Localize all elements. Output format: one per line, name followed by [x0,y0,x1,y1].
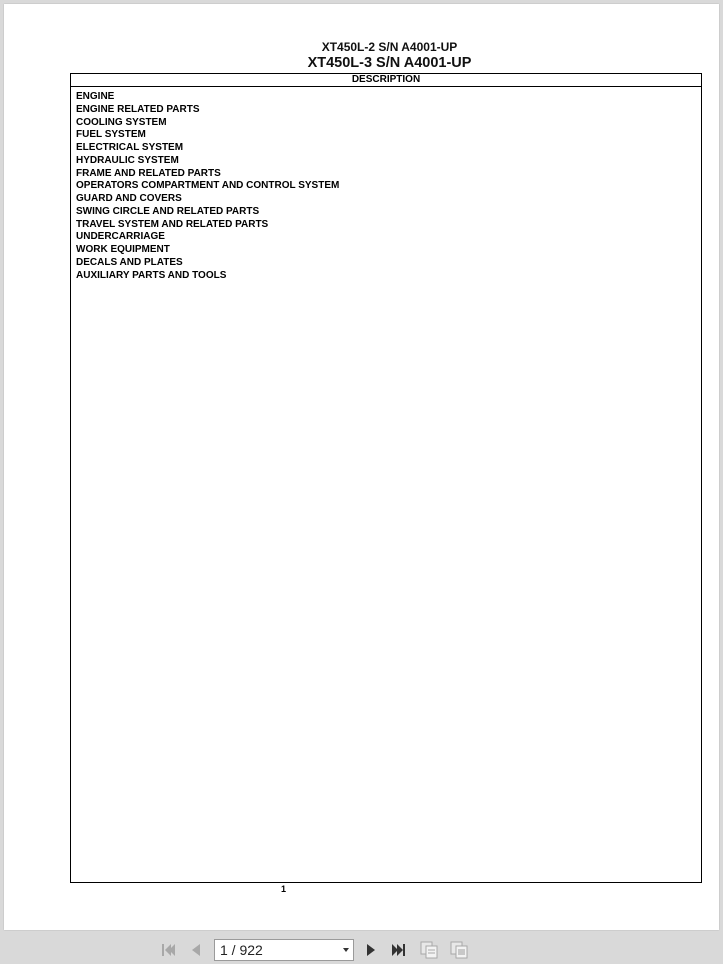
fit-width-button[interactable] [449,940,469,960]
fit-width-icon [449,940,469,960]
list-item[interactable]: GUARD AND COVERS [76,193,182,204]
first-page-icon [159,941,177,959]
list-item[interactable]: TRAVEL SYSTEM AND RELATED PARTS [76,218,269,230]
contents-list [71,87,701,282]
list-item[interactable]: SWING CIRCLE AND RELATED PARTS [76,205,260,217]
page-number: 1 [281,884,287,894]
fit-page-button[interactable] [419,940,439,960]
previous-page-button[interactable] [186,940,206,960]
chevron-down-icon [343,948,349,952]
viewer-toolbar [0,934,723,964]
list-item[interactable]: WORK EQUIPMENT [76,244,170,255]
fit-page-icon [419,940,439,960]
document-title-line1: XT450L-2 S/N A4001-UP [321,40,458,54]
first-page-button[interactable] [158,940,178,960]
list-item[interactable]: DECALS AND PLATES [76,256,183,268]
pdf-page [4,4,719,930]
list-item[interactable]: ELECTRICAL SYSTEM [76,142,184,153]
list-item[interactable]: OPERATORS COMPARTMENT AND CONTROL SYSTEM [76,180,340,192]
list-item[interactable]: UNDERCARRIAGE [76,231,165,243]
last-page-button[interactable] [389,940,409,960]
last-page-icon [390,941,408,959]
table-header-description: DESCRIPTION [71,74,701,87]
page-indicator: 1 / 922 [220,942,263,958]
list-item[interactable]: COOLING SYSTEM [76,116,167,128]
page-selector[interactable] [214,939,354,961]
document-title-line2: XT450L-3 S/N A4001-UP [307,55,472,71]
next-page-button[interactable] [361,940,381,960]
next-page-icon [362,941,380,959]
list-item[interactable]: ENGINE [76,91,115,102]
contents-table [70,73,702,883]
list-item[interactable]: HYDRAULIC SYSTEM [76,154,179,166]
list-item[interactable]: FRAME AND RELATED PARTS [76,167,221,179]
list-item[interactable]: ENGINE RELATED PARTS [76,103,200,115]
previous-page-icon [187,941,205,959]
list-item[interactable]: AUXILIARY PARTS AND TOOLS [76,269,227,281]
list-item[interactable]: FUEL SYSTEM [76,129,146,141]
